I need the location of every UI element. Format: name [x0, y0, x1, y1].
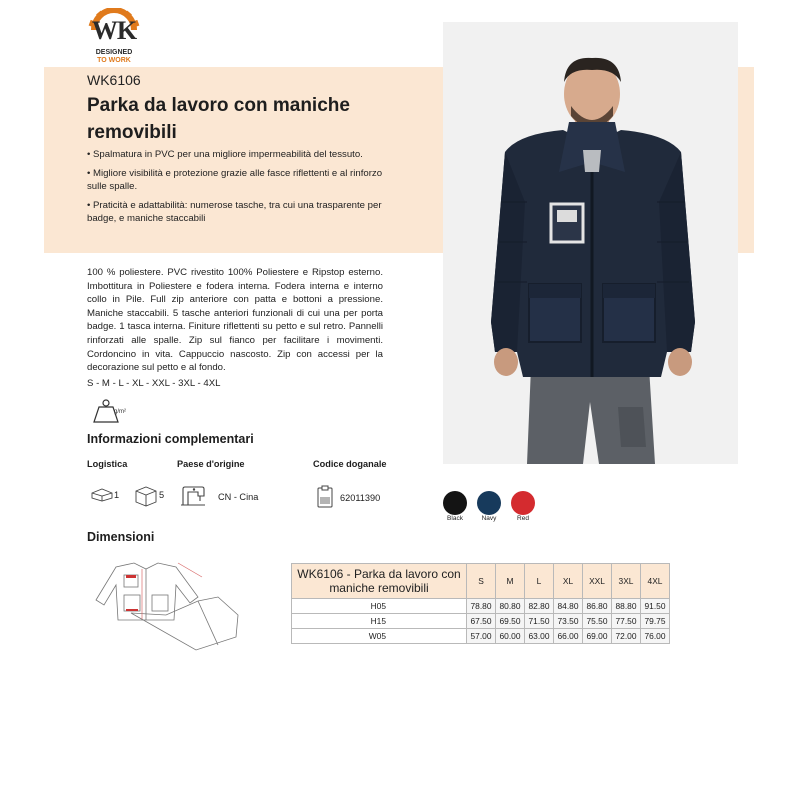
color-label-navy: Navy	[481, 515, 497, 522]
product-code: WK6106	[87, 72, 141, 88]
table-cell: 86.80	[583, 599, 612, 614]
info-heading: Informazioni complementari	[87, 432, 254, 446]
table-cell: 66.00	[554, 629, 583, 644]
table-cell: 84.80	[554, 599, 583, 614]
size-table-header	[292, 564, 670, 599]
size-header: 4XL	[641, 564, 670, 599]
table-cell: 73.50	[554, 614, 583, 629]
carton-box-icon	[134, 485, 158, 507]
origin-label: Paese d'origine	[177, 459, 245, 469]
table-cell: 57.00	[467, 629, 496, 644]
size-table-title: WK6106 - Parka da lavoro con maniche removibili	[292, 564, 467, 599]
table-row	[292, 614, 670, 629]
size-diagram	[86, 555, 246, 655]
color-label-black: Black	[447, 515, 463, 522]
logistics-label: Logistica	[87, 459, 128, 469]
size-header: M	[496, 564, 525, 599]
row-label: H15	[292, 614, 467, 629]
available-sizes: S - M - L - XL - XXL - 3XL - 4XL	[87, 378, 221, 389]
customs-value: 62011390	[340, 493, 381, 503]
table-cell: 82.80	[525, 599, 554, 614]
table-cell: 60.00	[496, 629, 525, 644]
table-cell: 72.00	[612, 629, 641, 644]
table-cell: 69.50	[496, 614, 525, 629]
customs-label: Codice doganale	[313, 459, 387, 469]
feature-list	[87, 148, 387, 231]
size-header: 3XL	[612, 564, 641, 599]
customs-document-icon	[316, 485, 334, 509]
table-row	[292, 599, 670, 614]
origin-value: CN - Cina	[218, 492, 259, 502]
brand-logo	[86, 8, 142, 64]
table-cell: 69.00	[583, 629, 612, 644]
dimensions-heading: Dimensioni	[87, 530, 155, 544]
table-cell: 71.50	[525, 614, 554, 629]
color-swatch-red[interactable]	[511, 491, 535, 515]
color-swatch-navy[interactable]	[477, 491, 501, 515]
table-cell: 80.80	[496, 599, 525, 614]
feature-item: • Migliore visibilità e protezione grazie alle fasce riflettenti e al rinforzo sulle spalle.	[87, 168, 383, 192]
table-cell: 76.00	[641, 629, 670, 644]
logistics-unit-value: 1	[114, 490, 120, 500]
table-cell: 91.50	[641, 599, 670, 614]
color-label-red: Red	[517, 515, 529, 522]
sewing-machine-icon	[178, 484, 208, 508]
product-title: Parka da lavoro con maniche removibili	[87, 95, 350, 143]
product-photo	[443, 22, 738, 464]
table-cell: 67.50	[467, 614, 496, 629]
table-cell: 79.75	[641, 614, 670, 629]
logo-text: WK	[91, 16, 137, 45]
size-header: XXL	[583, 564, 612, 599]
single-pack-icon	[90, 488, 114, 502]
size-table	[291, 563, 670, 644]
color-swatch-black[interactable]	[443, 491, 467, 515]
table-cell: 75.50	[583, 614, 612, 629]
product-description: 100 % poliestere. PVC rivestito 100% Poliestere e Ripstop esterno. Imbottitura in Poliestere e fodera interna. Fodera interna e interno collo in Pile. Full zip anteriore con patta e bottoni a pressione. Maniche staccabili. 5 tasche anteriori funzionali di cui una per porta badge. 1 tasca interna. Finiture riflettenti su petto e sul retro. Pannelli rinforzati alle spalle. Zip sul fianco per facilitare i movimenti. Cordoncino in vita. Cappuccio nascosto. Zip con accessi per la decorazione sul petto e al fondo.	[87, 267, 383, 374]
feature-item: • Spalmatura in PVC per una migliore impermeabilità del tessuto.	[87, 149, 363, 160]
weight-unit: g/m²	[114, 409, 126, 415]
logo-tagline-bottom: TO WORK	[97, 57, 131, 64]
table-row	[292, 629, 670, 644]
table-cell: 63.00	[525, 629, 554, 644]
row-label: W05	[292, 629, 467, 644]
row-label: H05	[292, 599, 467, 614]
size-header: L	[525, 564, 554, 599]
table-cell: 77.50	[612, 614, 641, 629]
logo-tagline-top: DESIGNED	[95, 49, 133, 56]
feature-item: • Praticità e adattabilità: numerose tasche, tra cui una trasparente per badge, e maniche staccabili	[87, 200, 382, 224]
size-header: S	[467, 564, 496, 599]
table-cell: 88.80	[612, 599, 641, 614]
size-header: XL	[554, 564, 583, 599]
table-cell: 78.80	[467, 599, 496, 614]
logistics-carton-value: 5	[159, 490, 165, 500]
